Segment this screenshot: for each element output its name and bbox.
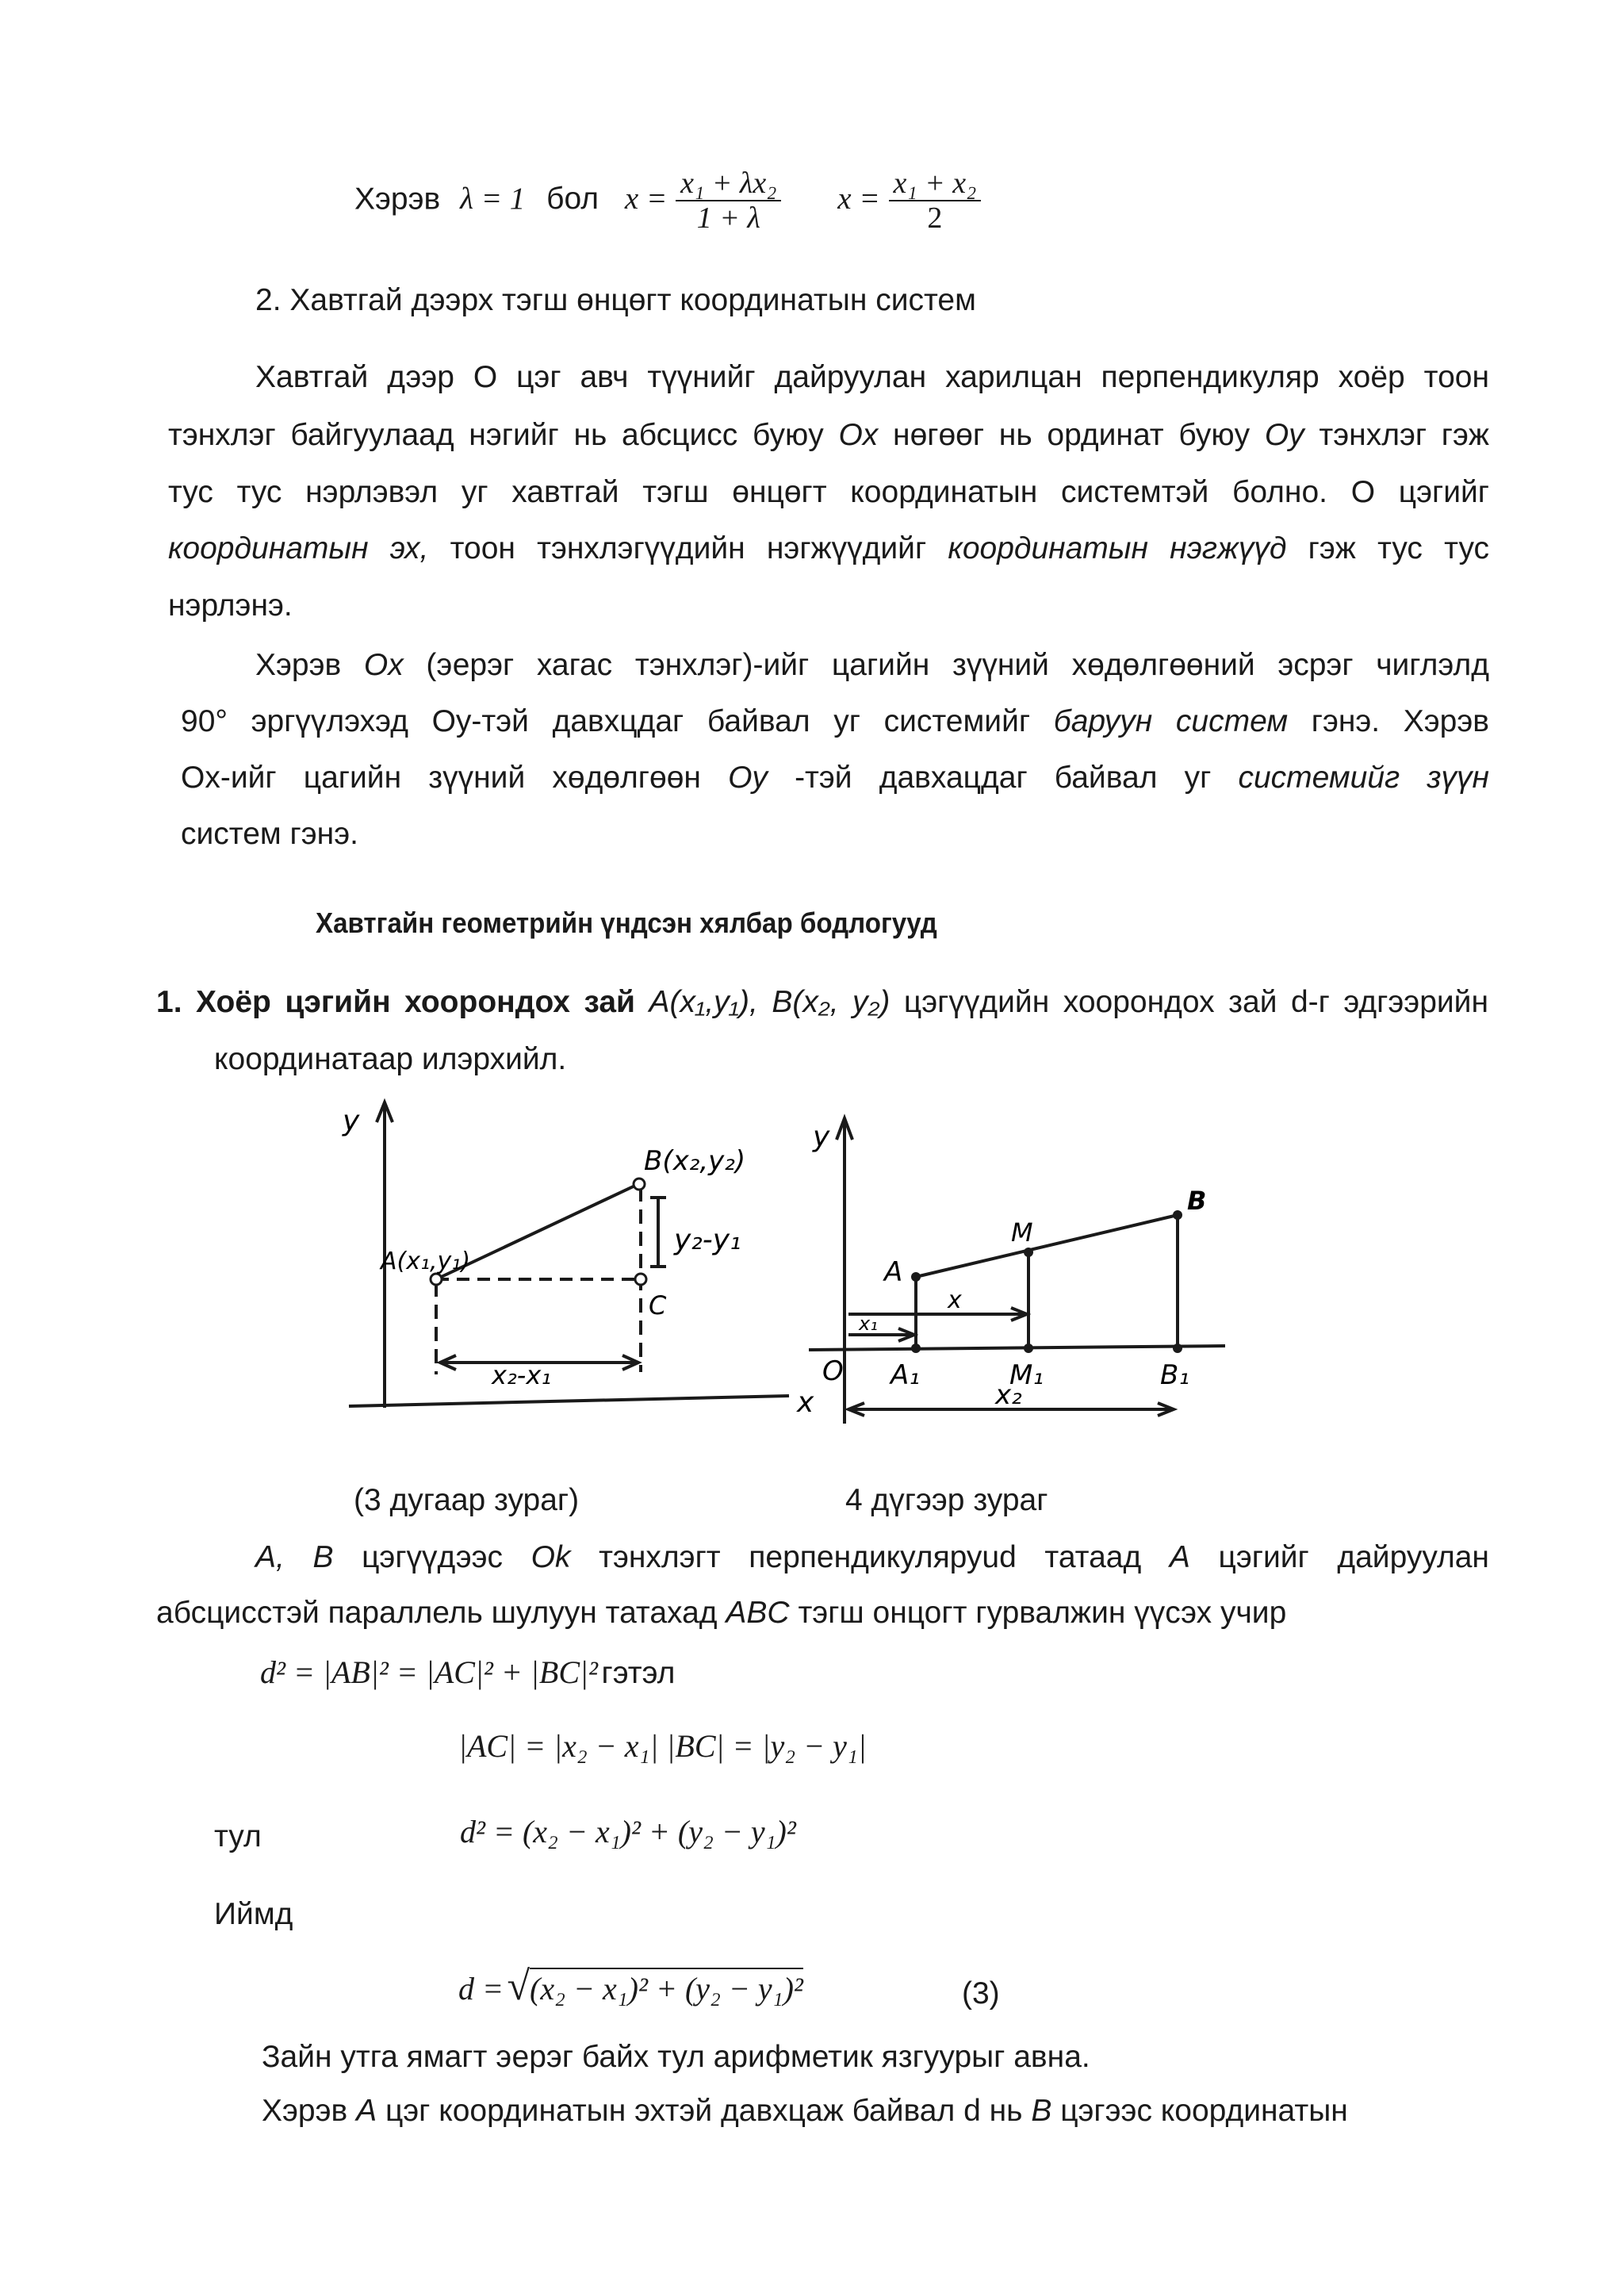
formula-prefix: Хэрэв (354, 182, 441, 217)
fig4-x-label: x (948, 1286, 962, 1314)
fig4-a1-label: A₁ (891, 1359, 920, 1391)
para1-line4-b: гэж тус тус (1308, 531, 1489, 565)
closing-line2-c: цэгээс координатын (1060, 2094, 1348, 2128)
fig4-point-a (911, 1272, 921, 1282)
units-term: координатын нэгжүүд (948, 531, 1287, 565)
fig4-segment-ab (916, 1215, 1178, 1277)
fig3-dx-label: x₂-x₁ (492, 1360, 552, 1390)
fig4-b1-label: B₁ (1160, 1359, 1189, 1391)
para2-line2-b: гэнэ. Хэрэв (1311, 704, 1489, 738)
left-system-term: системийг зүүн (1238, 761, 1489, 795)
equation-4-word: Иймд (214, 1897, 293, 1931)
fig3-x-label: x (797, 1386, 814, 1419)
fig4-y-label: y (813, 1121, 830, 1153)
problem1-line1 (156, 983, 1488, 1022)
para3-line2-a: абсцисстэй параллель шулуун татахад (156, 1596, 718, 1630)
equation-1-math: d² = |AB|² = |AC|² + |BC|² (260, 1654, 599, 1690)
fig3-x-axis (349, 1396, 789, 1406)
para2-line1-a: Хэрэв (255, 648, 342, 682)
closing-A: A (356, 2094, 377, 2128)
equation-3-word: тул (214, 1819, 262, 1853)
para1-line4-a: тоон тэнхлэгүүдийн нэгжүүдийг (450, 531, 927, 565)
para3-line1-d: цэгийг дайруулан (1218, 1540, 1489, 1574)
equation-5 (458, 1963, 803, 2010)
para3-line1-b: цэгүүдээс (362, 1540, 504, 1574)
fig4-m1-label: M₁ (1009, 1359, 1044, 1391)
fig3-dy-label: y₂-y₁ (674, 1224, 741, 1256)
para3-line2-b: тэгш онцогт гурвалжин үүсэх учир (798, 1596, 1287, 1630)
equation-3-math: d² = (x₂ − x₁)² + (y₂ − y₁)² (460, 1814, 796, 1849)
figure-4 (805, 1106, 1233, 1424)
para3-A: A (1169, 1540, 1190, 1574)
closing-line1: Зайн утга ямагт эерэг байх тул арифметик язгуурыг авна. (262, 2040, 1090, 2074)
para1-line1: Хавтгай дээр О цэг авч түүнийг дайруулан харилцан перпендикуляр хоёр тоон (255, 360, 1489, 394)
fig4-point-a1 (911, 1343, 921, 1353)
fraction-1-num: x₁ + λx₂ (676, 167, 781, 201)
fraction-1 (676, 167, 781, 235)
fig4-point-b (1173, 1210, 1182, 1220)
fraction-1-den: 1 + λ (696, 201, 760, 235)
right-system-term: баруун систем (1053, 704, 1289, 738)
section-heading: Хавтгайн геометрийн үндсэн хялбар бодлогууд (316, 907, 937, 939)
section-title: 2. Хавтгай дээрх тэгш өнцөгт координатын систем (255, 283, 976, 317)
para1-line5: нэрлэнэ. (168, 588, 293, 623)
fig4-point-m1 (1024, 1343, 1033, 1353)
fig3-c-label: C (649, 1290, 667, 1320)
para2-line1 (255, 646, 1489, 684)
point-a: A(x₁,y₁), (649, 985, 758, 1019)
fig3-b-label: B(x₂,y₂) (644, 1145, 746, 1177)
bol-word: бол (546, 182, 599, 217)
fig3-y-label: y (343, 1105, 360, 1137)
fig4-x2-label: x₂ (995, 1379, 1022, 1411)
para3-line1 (255, 1539, 1489, 1577)
lambda-eq: λ = 1 (460, 182, 526, 217)
origin-term: координатын эх, (168, 531, 429, 565)
point-b: B(x₂, y₂) (772, 985, 891, 1019)
fraction-2 (889, 167, 982, 235)
para2-line3-b: -тэй давхацдаг байвал уг (795, 761, 1212, 795)
fig4-b-label: B (1187, 1186, 1207, 1216)
para2-oy: Oy (728, 761, 768, 795)
para1-line2-a: тэнхлэг байгуулаад нэгийг нь абсцисс буюу (168, 418, 824, 452)
fig4-m-label: M (1011, 1217, 1033, 1248)
para1-line3: тус тус нэрлэвэл уг хавтгай тэгш өнцөгт координатын системтэй болно. О цэгийг (168, 475, 1489, 509)
sqrt-symbol: √ (507, 1964, 530, 2009)
equation-2: |AC| = |x₂ − x₁| |BC| = |y₂ − y₁| (458, 1728, 867, 1764)
para1-line2-b: нөгөөг нь ординат буюу (893, 418, 1251, 452)
equation-1 (260, 1654, 675, 1692)
equation-1-word: гэтэл (601, 1656, 676, 1690)
fig4-x1-label: x₁ (859, 1313, 878, 1335)
fraction-2-num: x₁ + x₂ (889, 167, 982, 201)
x-eq-2: x = (837, 182, 880, 217)
para3-ab: A, B (255, 1540, 334, 1574)
para2-ox: Ox (363, 648, 404, 682)
fig4-x-axis (809, 1346, 1225, 1350)
fig4-point-m (1024, 1248, 1033, 1257)
fig4-a-label: A (884, 1256, 903, 1288)
para1-line4 (168, 530, 1489, 568)
equation-5-radicand: (x₂ − x₁)² + (y₂ − y₁)² (530, 1968, 803, 2007)
problem1-line2: координатаар илэрхийл. (214, 1042, 567, 1076)
equation-5-number: (3) (962, 1976, 1000, 2010)
para2-line2 (181, 703, 1489, 741)
equation-5-lhs: d = (458, 1971, 504, 2007)
oy-term: Oy (1264, 418, 1304, 452)
closing-B: B (1031, 2094, 1052, 2128)
para2-line3 (181, 759, 1489, 797)
fig4-point-b1 (1173, 1343, 1182, 1353)
x-eq-1: x = (624, 182, 668, 217)
fig3-point-c (635, 1274, 646, 1285)
problem1-bold: 1. Хоёр цэгийн хоорондох зай (156, 985, 636, 1019)
para2-line4: систем гэнэ. (181, 817, 358, 851)
problem1-rest: цэгүүдийн хоорондох зай d-г эдгээрийн (903, 985, 1489, 1019)
para3-line2 (156, 1594, 1286, 1632)
closing-line2-b: цэг координатын эхтэй давхцаж байвал d нь (385, 2094, 1023, 2128)
triangle-abc: ABC (726, 1596, 790, 1630)
figure3-caption: (3 дугаар зураг) (354, 1483, 580, 1517)
para1-line2-c: тэнхлэг гэж (1319, 418, 1490, 452)
para1-line2 (168, 416, 1489, 454)
fraction-2-den: 2 (927, 201, 943, 235)
formula-top (354, 167, 981, 235)
para3-line1-c: тэнхлэгт перпендикуляруud татаад (599, 1540, 1142, 1574)
ox-term: Ox (838, 418, 879, 452)
fig3-point-a (431, 1274, 442, 1285)
closing-line2 (262, 2092, 1348, 2130)
fig3-a-label: A(x₁,y₁) (381, 1248, 471, 1275)
fig3-point-b (634, 1179, 645, 1190)
para2-line3-a: Ox-ийг цагийн зүүний хөдөлгөөн (181, 761, 701, 795)
closing-line2-a: Хэрэв (262, 2094, 348, 2128)
figure4-caption: 4 дүгээр зураг (845, 1483, 1048, 1517)
para3-ok: Ok (530, 1540, 571, 1574)
para2-line1-b: (эерэг хагас тэнхлэг)-ийг цагийн зүүний хөдөлгөөний эсрэг чиглэлд (426, 648, 1489, 682)
figure-3 (333, 1091, 825, 1424)
fig4-o-label: O (822, 1355, 844, 1387)
para2-line2-a: 90° эргүүлэхэд Оу-тэй давхцдаг байвал уг системийг (181, 704, 1031, 738)
